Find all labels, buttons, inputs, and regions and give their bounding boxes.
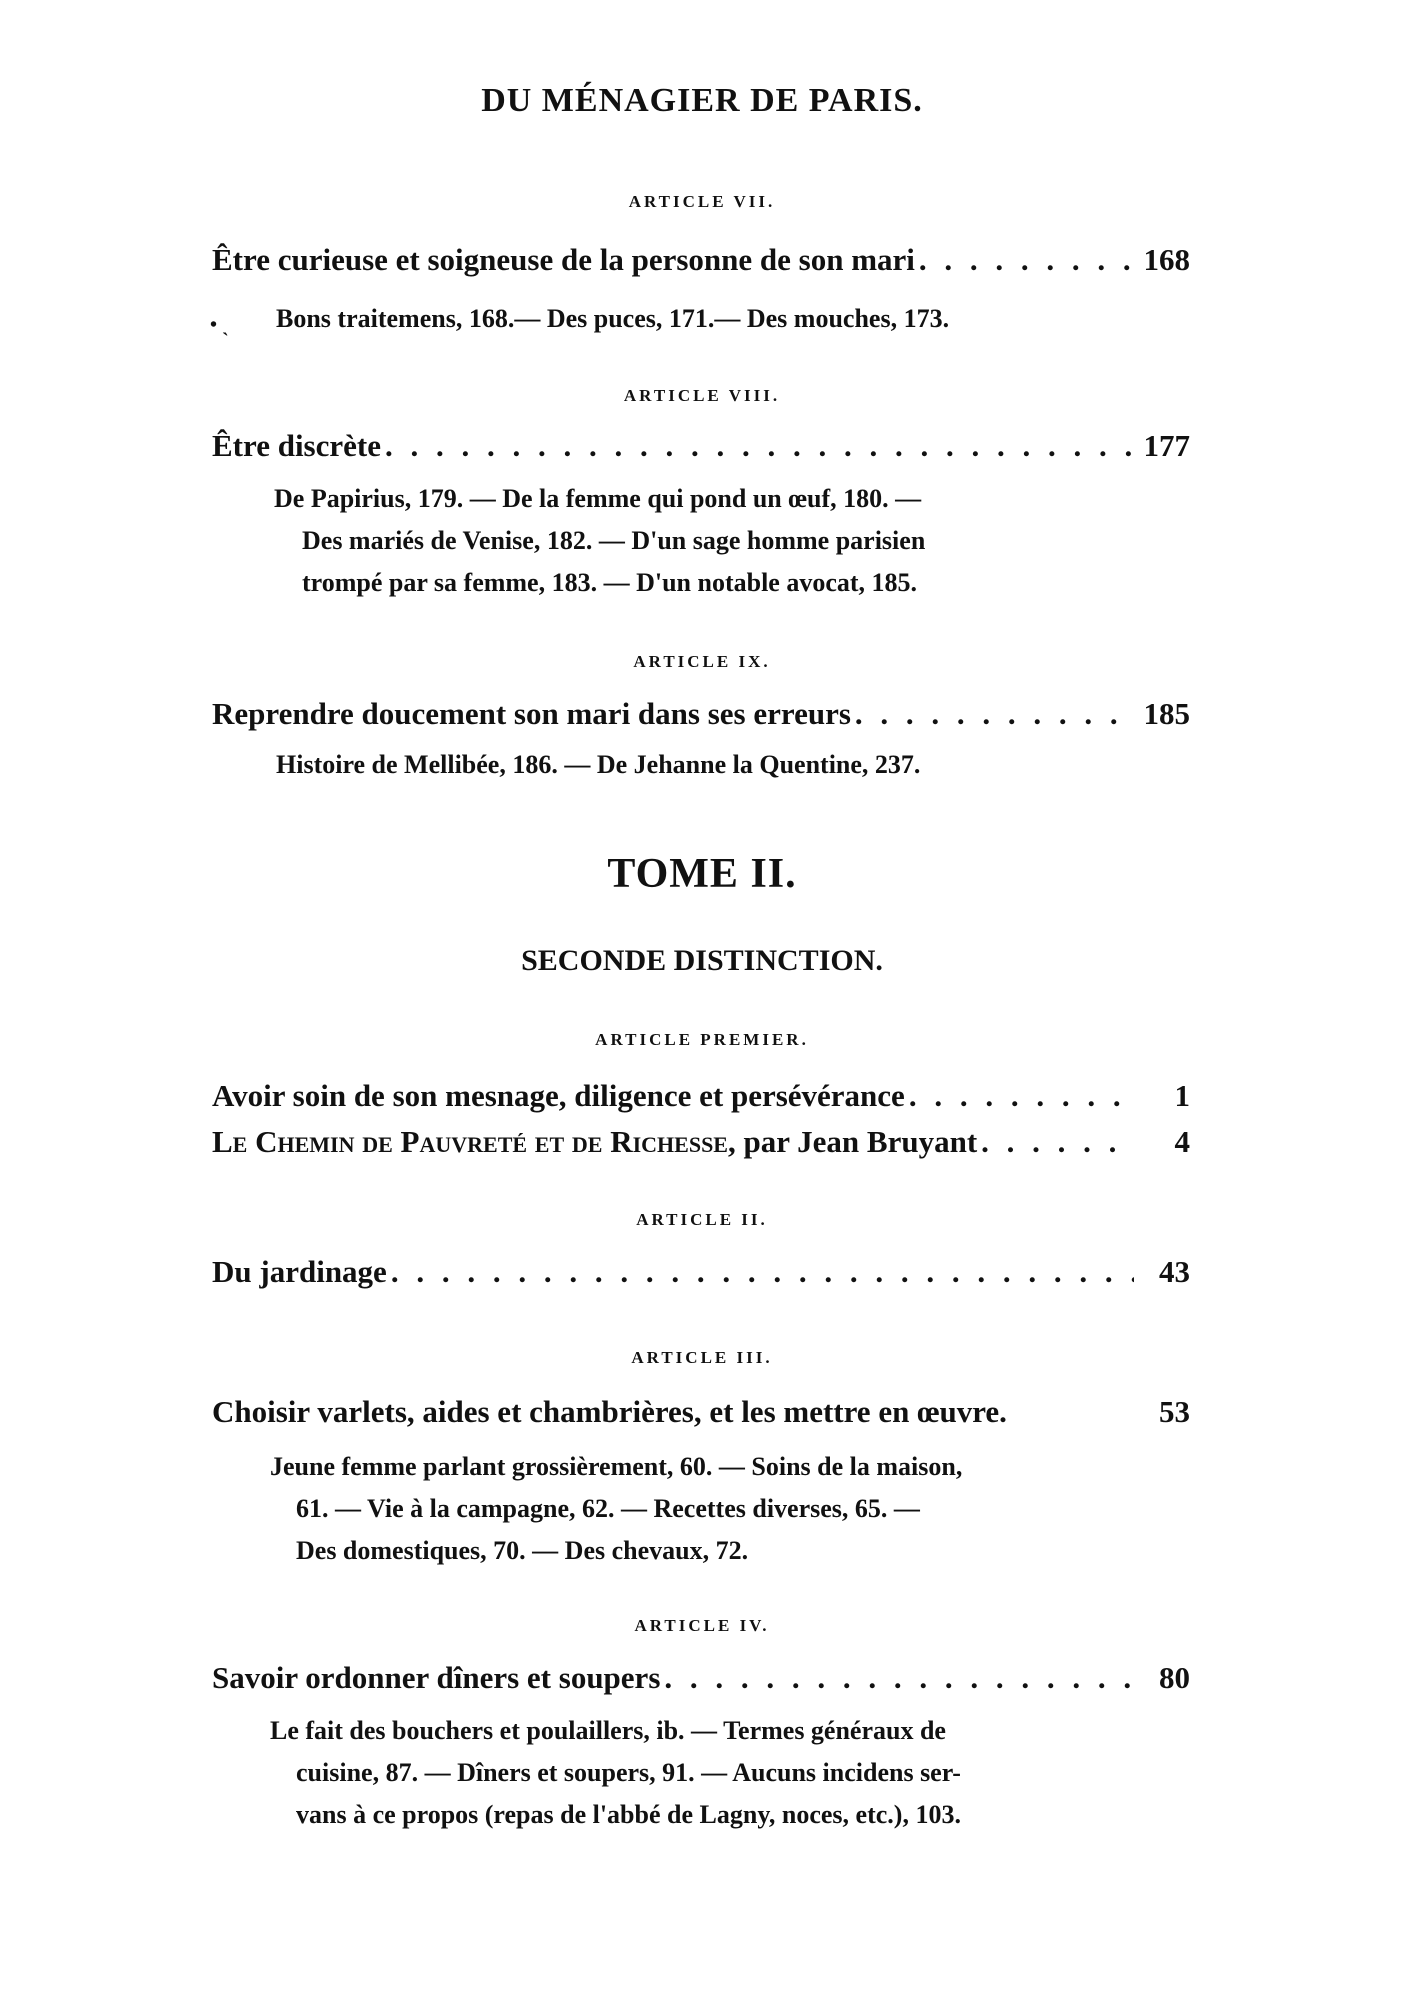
toc-entry-article-iii [212,1394,1190,1438]
article-ii-heading: ARTICLE II. [636,1210,768,1229]
dot-leader [977,1124,1134,1160]
toc-entry-article-ix [212,696,1190,740]
entry-page-number: 53 [1159,1394,1190,1429]
entry-title-author: , par Jean Bruyant [727,1124,978,1159]
entry-subtopics: Le fait des bouchers et poulaillers, ib. — Termes généraux de [270,1716,946,1745]
entry-title: Savoir ordonner dîners et soupers [212,1660,661,1695]
entry-subtopics: trompé par sa femme, 183. — D'un notable avocat, 185. [302,568,918,597]
entry-subtopics: cuisine, 87. — Dîners et soupers, 91. — Aucuns incidens ser- [296,1758,961,1787]
entry-page-number: 43 [1159,1254,1190,1289]
dot-leader [381,428,1134,464]
entry-title [212,1124,977,1160]
dot-leader [915,242,1134,278]
article-premier-heading: ARTICLE PREMIER. [595,1030,809,1049]
dot-leader [660,1660,1134,1696]
entry-page-number: 185 [1143,696,1190,731]
entry-page-number: 177 [1143,428,1190,463]
entry-title: Être discrète [212,428,381,463]
article-ix-heading: ARTICLE IX. [633,652,771,671]
distinction-heading: SECONDE DISTINCTION. [521,944,883,977]
toc-entry-article-premier [212,1078,1190,1122]
dot-leader [387,1254,1134,1290]
entry-subtopics: Histoire de Mellibée, 186. — De Jehanne la Quentine, 237. [276,750,921,779]
toc-entry-chemin-pauvrete [212,1124,1190,1168]
entry-page-number: 168 [1143,242,1190,277]
dot-leader [851,696,1134,732]
entry-subtopics: 61. — Vie à la campagne, 62. — Recettes diverses, 65. — [296,1494,920,1523]
entry-subtopics: Des domestiques, 70. — Des chevaux, 72. [296,1536,749,1565]
entry-subtopics: De Papirius, 179. — De la femme qui pond un œuf, 180. — [274,484,922,513]
entry-subtopics: Bons traitemens, 168.— Des puces, 171.— Des mouches, 173. [276,304,950,333]
article-viii-heading: ARTICLE VIII. [623,386,781,405]
running-head: DU MÉNAGIER DE PARIS. [481,82,923,119]
entry-page-number: 1 [1174,1078,1190,1113]
toc-entry-article-ii [212,1254,1190,1298]
entry-title-smallcaps: Le Chemin de Pauvreté et de Richesse [212,1124,728,1159]
article-iii-heading: ARTICLE III. [631,1348,773,1367]
toc-entry-article-iv [212,1660,1190,1704]
entry-title: Du jardinage [212,1254,387,1289]
article-iv-heading: ARTICLE IV. [634,1616,770,1635]
tome-heading: TOME II. [607,851,797,897]
entry-page-number: 80 [1159,1660,1190,1695]
entry-page-number: 4 [1174,1124,1190,1159]
entry-subtopics: vans à ce propos (repas de l'abbé de Lagny, noces, etc.), 103. [296,1800,961,1829]
entry-title: Être curieuse et soigneuse de la personne de son mari [212,242,915,277]
entry-subtopics: Des mariés de Venise, 182. — D'un sage homme parisien [302,526,926,555]
entry-title: Reprendre doucement son mari dans ses erreurs [212,696,851,731]
printer-mark: • ˎ [210,314,229,336]
entry-title: Avoir soin de son mesnage, diligence et persévérance [212,1078,905,1113]
toc-entry-article-vii [212,242,1190,286]
toc-entry-article-viii [212,428,1190,472]
entry-title: Choisir varlets, aides et chambrières, et les mettre en œuvre. [212,1394,1007,1429]
article-vii-heading: ARTICLE VII. [628,192,776,211]
dot-leader [905,1078,1134,1114]
entry-subtopics: Jeune femme parlant grossièrement, 60. — Soins de la maison, [270,1452,963,1481]
